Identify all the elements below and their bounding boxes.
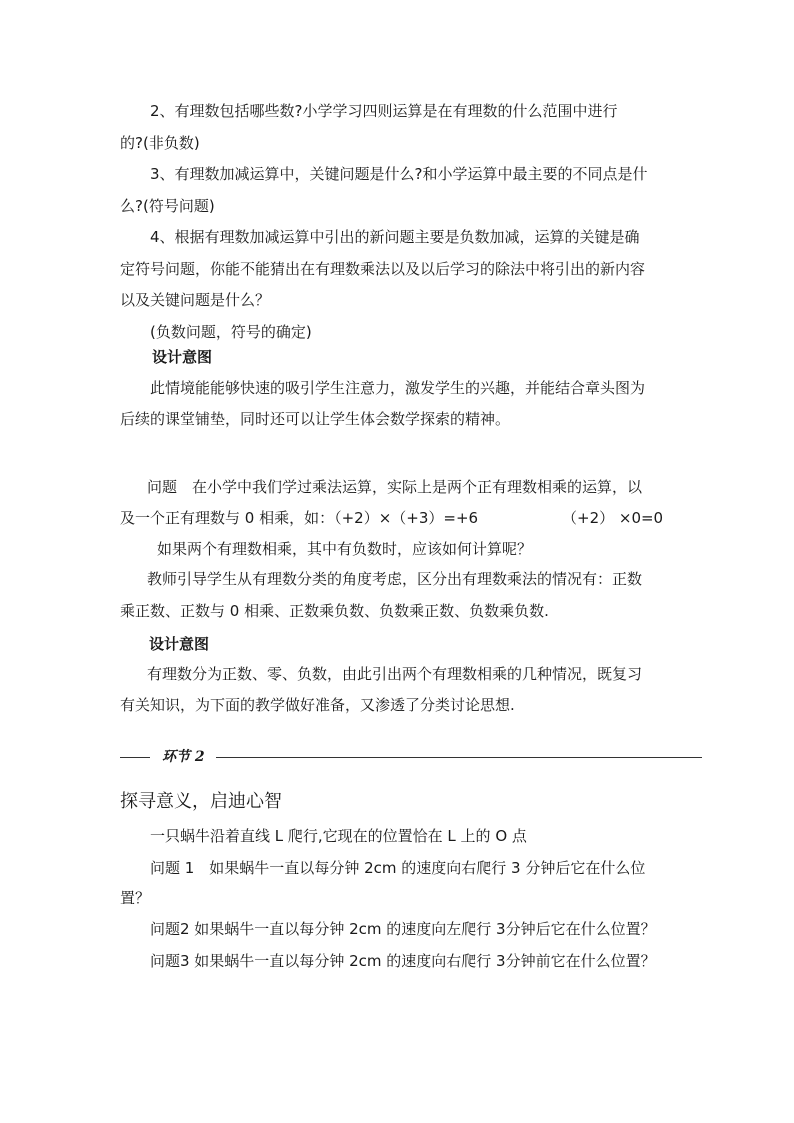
question-3-line-1: 3、有理数加减运算中，关键问题是什么?和小学运算中最主要的不同点是什	[150, 165, 648, 183]
question-4-line-3: 以及关键问题是什么？	[120, 291, 271, 309]
question-4-line-1: 4、根据有理数加减运算中引出的新问题主要是负数加减，运算的关键是确	[150, 228, 640, 246]
problem-line-1: 问题 在小学中我们学过乘法运算，实际上是两个正有理数相乘的运算，以	[147, 478, 643, 496]
problem-example-2: （+2） ×0=0	[562, 509, 664, 527]
problem-example-1: 及一个正有理数与 0 相乘，如：（+2）×（+3）=+6	[120, 509, 479, 527]
question-2-line-1: 2、有理数包括哪些数?小学学习四则运算是在有理数的什么范围中进行	[150, 102, 618, 120]
design-intent-heading: 设计意图	[149, 635, 210, 653]
snail-question-1-line-2: 置？	[120, 889, 151, 907]
question-2-line-2: 的?(非负数)	[120, 134, 200, 152]
design-intent-heading: 设计意图	[152, 348, 213, 366]
section-divider-right	[216, 757, 702, 758]
question-4-answer: (负数问题，符号的确定)	[150, 323, 312, 341]
section-divider-left	[120, 757, 150, 758]
design-intent-text-line: 后续的课堂铺垫，同时还可以让学生体会数学探索的精神。	[120, 410, 511, 428]
teacher-guide-line-2: 乘正数、正数与 0 相乘、正数乘负数、负数乘正数、负数乘负数.	[120, 602, 549, 620]
design-intent-text-line: 此情境能能够快速的吸引学生注意力，激发学生的兴趣，并能结合章头图为	[150, 379, 646, 397]
question-4-line-2: 定符号问题，你能不能猜出在有理数乘法以及以后学习的除法中将引出的新内容	[120, 260, 646, 278]
snail-question-2: 问题2 如果蜗牛一直以每分钟 2cm 的速度向左爬行 3分钟后它在什么位置？	[150, 920, 656, 938]
snail-intro: 一只蜗牛沿着直线 L 爬行,它现在的位置恰在 L 上的 O 点	[150, 827, 527, 845]
design-intent-text-line: 有关知识，为下面的教学做好准备，又渗透了分类讨论思想.	[120, 696, 515, 714]
snail-question-3: 问题3 如果蜗牛一直以每分钟 2cm 的速度向右爬行 3分钟前它在什么位置？	[150, 952, 656, 970]
section-tag: 环节 2	[162, 749, 205, 765]
teacher-guide-line-1: 教师引导学生从有理数分类的角度考虑，区分出有理数乘法的情况有：正数	[147, 570, 643, 588]
design-intent-text-line: 有理数分为正数、零、负数，由此引出两个有理数相乘的几种情况，既复习	[147, 665, 643, 683]
problem-question: 如果两个有理数相乘，其中有负数时，应该如何计算呢？	[157, 540, 533, 558]
section-title: 探寻意义，启迪心智	[120, 791, 282, 812]
snail-question-1-line-1: 问题 1 如果蜗牛一直以每分钟 2cm 的速度向右爬行 3 分钟后它在什么位	[150, 859, 646, 877]
question-3-line-2: 么?(符号问题)	[120, 197, 215, 215]
